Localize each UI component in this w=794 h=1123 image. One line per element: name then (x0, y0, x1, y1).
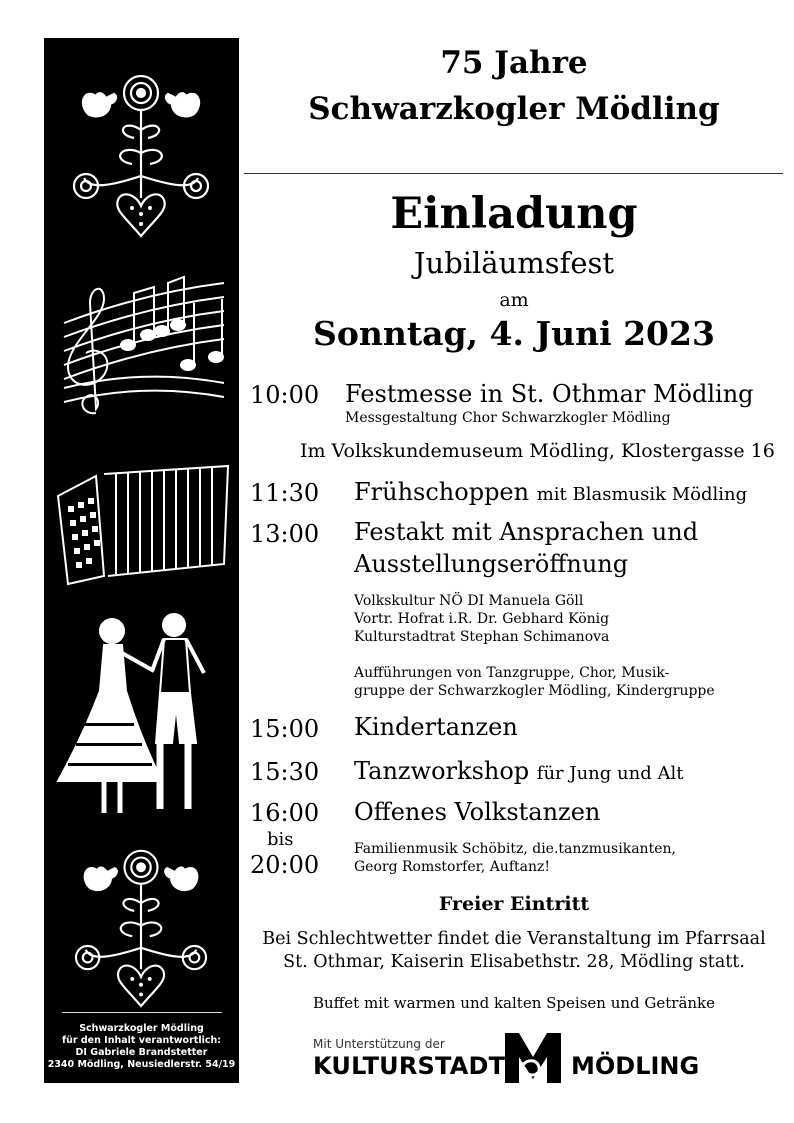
performance-line: Aufführungen von Tanzgruppe, Chor, Musik- (354, 665, 670, 681)
folk-ornament-top-icon (44, 68, 239, 238)
anniversary-line: 75 Jahre (440, 45, 588, 81)
logo-word-left: KULTURSTADT (313, 1052, 506, 1080)
kulturstadt-moedling-logo (313, 1034, 703, 1084)
event-title: Kindertanzen (354, 713, 518, 741)
folk-ornament-bottom-icon (44, 843, 239, 1008)
accordion-icon (44, 456, 239, 596)
venue-location: Im Volkskundemuseum Mödling, Klostergasse 16 (300, 440, 775, 462)
music-line: Georg Romstorfer, Auftanz! (354, 859, 550, 875)
event-title-main: Tanzworkshop (354, 757, 530, 785)
invitation-title: Einladung (390, 189, 638, 239)
invitation-subtitle: Jubiläumsfest (413, 246, 615, 280)
free-admission: Freier Eintritt (438, 893, 590, 915)
performance-line: gruppe der Schwarzkogler Mödling, Kindergruppe (354, 683, 715, 699)
weather-line: Bei Schlechtwetter findet die Veranstaltung im Pfarrsaal (262, 929, 766, 949)
speaker-list (354, 592, 609, 646)
music-line: Familienmusik Schöbitz, die.tanzmusikanten, (354, 841, 676, 857)
speaker: Kulturstadtrat Stephan Schimanova (354, 629, 610, 645)
event-end-time: 20:00 (250, 851, 320, 879)
event-title-extra: für Jung und Alt (536, 763, 684, 784)
weather-line: St. Othmar, Kaiserin Elisabethstr. 28, Mödling statt. (283, 952, 745, 972)
dancing-couple-icon (44, 613, 239, 823)
event-title-line1: Festakt mit Ansprachen und (354, 518, 699, 546)
event-time: 16:00 (250, 799, 320, 827)
event-title: Festmesse in St. Othmar Mödling (345, 380, 754, 408)
event-title (354, 755, 683, 790)
event-time: 15:30 (250, 758, 320, 786)
moedling-m-emblem-icon (503, 1031, 563, 1085)
event-title-extra: mit Blasmusik Mödling (536, 484, 748, 505)
event-time: 15:00 (250, 715, 320, 743)
event-date: Sonntag, 4. Juni 2023 (313, 314, 715, 353)
event-title: Offenes Volkstanzen (354, 798, 601, 826)
performance-info (354, 664, 715, 700)
speaker: Vortr. Hofrat i.R. Dr. Gebhard König (354, 611, 610, 627)
speaker: Volkskultur NÖ DI Manuela Göll (354, 593, 584, 609)
decorative-banner (44, 38, 239, 1083)
event-title-line2: Ausstellungseröffnung (354, 550, 629, 578)
event-title (354, 476, 747, 511)
event-title-main: Frühschoppen (354, 478, 530, 506)
date-preposition: am (499, 289, 529, 311)
imprint-line: für den Inhalt verantwortlich: (61, 1035, 222, 1046)
time-range-separator: bis (267, 829, 294, 850)
banner-imprint (44, 1023, 239, 1071)
imprint-line: Schwarzkogler Mödling (79, 1023, 204, 1034)
club-name: Schwarzkogler Mödling (308, 91, 720, 127)
weather-notice (244, 928, 784, 974)
event-time: 13:00 (250, 520, 320, 548)
event-time: 11:30 (250, 479, 320, 507)
imprint-line: 2340 Mödling, Neusiedlerstr. 54/19 (47, 1059, 236, 1070)
support-text: Mit Unterstützung der (313, 1037, 445, 1051)
header-divider (244, 173, 783, 174)
buffet-notice: Buffet mit warmen und kalten Speisen und Getränke (312, 994, 716, 1012)
event-note: Messgestaltung Chor Schwarzkogler Mödling (345, 410, 671, 426)
club-heading (244, 40, 784, 132)
event-time: 10:00 (250, 381, 320, 409)
music-groups (354, 840, 676, 876)
imprint-line: DI Gabriele Brandstetter (75, 1047, 208, 1058)
treble-clef-music-icon (44, 263, 239, 428)
banner-divider (62, 1012, 222, 1013)
logo-word-right: MÖDLING (571, 1052, 700, 1080)
